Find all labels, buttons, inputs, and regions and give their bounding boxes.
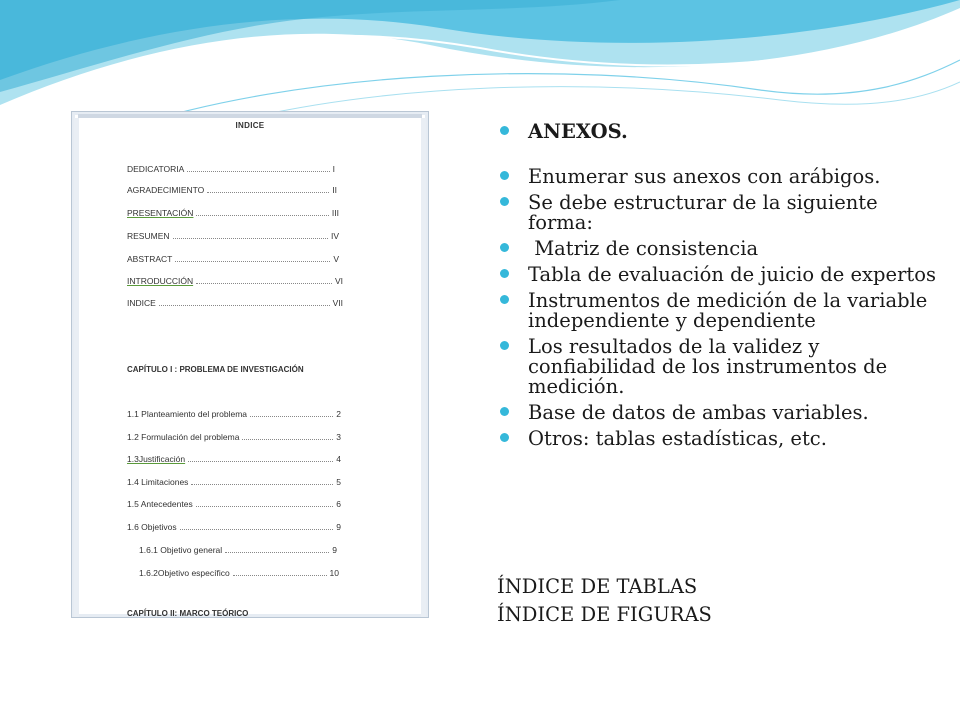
index-of-figures-line: ÍNDICE DE FIGURAS <box>497 603 712 626</box>
doc-entry: 1.1 Planteamiento del problema 2 <box>127 409 341 419</box>
list-item: Tabla de evaluación de juicio de expertos <box>497 265 937 285</box>
doc-entry: ABSTRACT V <box>127 254 339 264</box>
list-item: ANEXOS. <box>497 122 937 142</box>
bullet-dot-icon <box>500 269 509 278</box>
doc-cut-off-heading: CAPÍTULO II: MARCO TEÓRICO <box>127 609 249 618</box>
bullet-dot-icon <box>500 126 509 135</box>
bullet-dot-icon <box>500 341 509 350</box>
list-item: Matriz de consistencia <box>497 239 937 259</box>
list-item: Base de datos de ambas variables. <box>497 403 937 423</box>
doc-entry: 1.4 Limitaciones 5 <box>127 477 341 487</box>
bullet-dot-icon <box>500 171 509 180</box>
index-lines <box>497 573 712 629</box>
index-of-tables-line: ÍNDICE DE TABLAS <box>497 575 698 598</box>
doc-entry: 1.5 Antecedentes 6 <box>127 499 341 509</box>
document-title: INDICE <box>235 121 265 130</box>
doc-entry: AGRADECIMIENTO II <box>127 185 337 195</box>
doc-chapter-heading: CAPÍTULO I : PROBLEMA DE INVESTIGACIÓN <box>127 365 304 374</box>
list-item: Enumerar sus anexos con arábigos. <box>497 167 937 187</box>
bullet-dot-icon <box>500 197 509 206</box>
doc-entry: DEDICATORIA I <box>127 164 335 174</box>
annex-bullet-list <box>497 122 937 455</box>
doc-entry: INDICE VII <box>127 298 343 308</box>
doc-entry: RESUMEN IV <box>127 231 339 241</box>
bullet-dot-icon <box>500 433 509 442</box>
doc-entry: 1.6.2Objetivo específico 10 <box>139 568 339 578</box>
document-ruler <box>78 114 422 118</box>
index-document-image <box>71 111 429 618</box>
doc-entry: 1.3Justificación 4 <box>127 454 341 464</box>
list-item: Se debe estructurar de la siguiente forma: <box>497 193 937 233</box>
doc-entry: PRESENTACIÓN III <box>127 208 339 218</box>
doc-entry: 1.6 Objetivos 9 <box>127 522 341 532</box>
bullet-dot-icon <box>500 243 509 252</box>
list-item: Instrumentos de medición de la variable independiente y dependiente <box>497 291 937 331</box>
bullet-dot-icon <box>500 295 509 304</box>
list-item: Otros: tablas estadísticas, etc. <box>497 429 937 449</box>
doc-entry: INTRODUCCIÓN VI <box>127 276 343 286</box>
doc-entry: 1.6.1 Objetivo general 9 <box>139 545 337 555</box>
doc-entry: 1.2 Formulación del problema 3 <box>127 432 341 442</box>
list-item: Los resultados de la validez y confiabilidad de los instrumentos de medición. <box>497 337 937 397</box>
bullet-dot-icon <box>500 407 509 416</box>
